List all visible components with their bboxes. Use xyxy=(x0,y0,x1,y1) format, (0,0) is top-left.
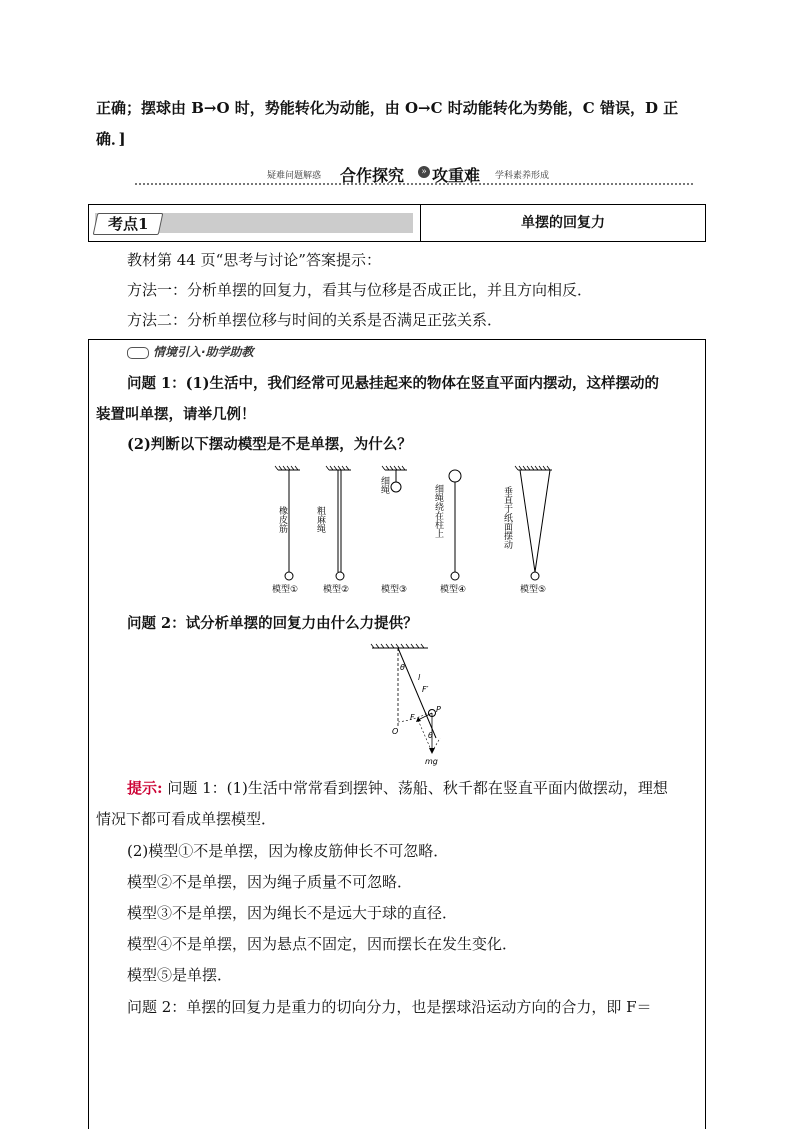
answer-1-line-1 xyxy=(127,777,668,798)
banner-title-part1: 合作探究 xyxy=(340,166,405,185)
model-5-annotation: 垂直于纸面摆动 xyxy=(502,486,512,549)
label-F: F xyxy=(410,713,415,722)
model-4-label: 模型④ xyxy=(440,585,467,595)
answer-2-line-4: 模型④不是单摆，因为悬点不固定，因而摆长在发生变化． xyxy=(127,935,518,953)
textbook-line-1: 教材第 44 页“思考与讨论”答案提示： xyxy=(127,251,381,269)
model-5-label: 模型⑤ xyxy=(520,585,547,595)
kaodian-tag-bar xyxy=(95,213,413,233)
model-4-annotation: 细绳绕在柱上 xyxy=(433,484,443,538)
q1-part2: (2)判断以下摆动模型是不是单摆，为什么？ xyxy=(127,436,412,453)
banner-title-part2: 攻重难 xyxy=(432,166,481,185)
model-1-label: 模型① xyxy=(272,585,299,595)
answer-2-line-5: 模型⑤是单摆． xyxy=(127,966,233,984)
scenario-header xyxy=(127,343,254,360)
answer-2-line-3: 模型③不是单摆，因为绳长不是远大于球的直径． xyxy=(127,904,458,922)
q1-line-2: 装置叫单摆，请举几例！ xyxy=(96,406,256,423)
q1-line-1: 问题 1：(1)生活中，我们经常可见悬挂起来的物体在竖直平面内摆动，这样摆动的 xyxy=(127,375,659,392)
label-O: O xyxy=(392,727,399,736)
label-mg: mg xyxy=(425,757,438,766)
answer-2-line-1: (2)模型①不是单摆，因为橡皮筋伸长不可忽略． xyxy=(127,842,449,860)
answer-2-line-2: 模型②不是单摆，因为绳子质量不可忽略． xyxy=(127,873,413,891)
model-2-annotation: 粗麻绳 xyxy=(315,506,325,533)
textbook-line-3: 方法二：分析单摆位移与时间的关系是否满足正弦关系． xyxy=(127,311,503,329)
label-theta-top: θ xyxy=(400,663,405,672)
kaodian-tag xyxy=(93,213,164,235)
scenario-header-text: 情境引入·助学助教 xyxy=(153,345,254,359)
model-3-annotation: 细绳 xyxy=(379,476,389,494)
kaodian-left-cell xyxy=(89,205,421,241)
model-3 xyxy=(379,466,407,595)
textbook-line-2: 方法一：分析单摆的回复力，看其与位移是否成正比，并且方向相反． xyxy=(127,281,593,299)
kaodian-table xyxy=(88,204,706,242)
label-F-prime: F′ xyxy=(422,685,429,694)
model-3-label: 模型③ xyxy=(381,585,408,595)
intro-line-1: 正确；摆球由 B→O 时，势能转化为动能，由 O→C 时动能转化为势能，C 错误，D 正 xyxy=(96,99,679,117)
label-P: P xyxy=(436,705,441,714)
banner-right-subtitle: 学科素养形成 xyxy=(495,171,550,181)
pendulum-models-figure xyxy=(260,462,570,600)
kaodian-tag-text: 考点1 xyxy=(108,215,149,233)
model-4 xyxy=(433,470,466,595)
pendulum-force-diagram xyxy=(360,640,480,770)
answer-1-text: 问题 1：(1)生活中常常看到摆钟、荡船、秋千都在竖直平面内做摆动，理想 xyxy=(167,779,668,797)
kaodian-title: 单摆的回复力 xyxy=(521,215,605,231)
model-1-annotation: 橡皮筋 xyxy=(277,506,287,533)
model-2-label: 模型② xyxy=(323,585,350,595)
model-5 xyxy=(502,466,552,595)
section-banner xyxy=(135,163,693,185)
q2: 问题 2：试分析单摆的回复力由什么力提供？ xyxy=(127,615,418,632)
model-1 xyxy=(272,466,300,595)
handshake-icon xyxy=(127,347,149,359)
answer-1-line-2: 情况下都可看成单摆模型． xyxy=(96,810,277,828)
model-2 xyxy=(315,466,351,595)
banner-arrow-icon: » xyxy=(418,166,430,178)
banner-divider xyxy=(135,183,693,185)
hint-label: 提示: xyxy=(127,779,163,797)
banner-left-subtitle: 疑难问题解惑 xyxy=(267,171,322,181)
label-l: l xyxy=(418,673,421,682)
label-theta-bottom: θ xyxy=(428,731,433,740)
answer-3-line-1: 问题 2：单摆的回复力是重力的切向分力，也是摆球沿运动方向的合力，即 F＝ xyxy=(127,998,652,1016)
intro-line-2: 确．] xyxy=(96,130,126,148)
